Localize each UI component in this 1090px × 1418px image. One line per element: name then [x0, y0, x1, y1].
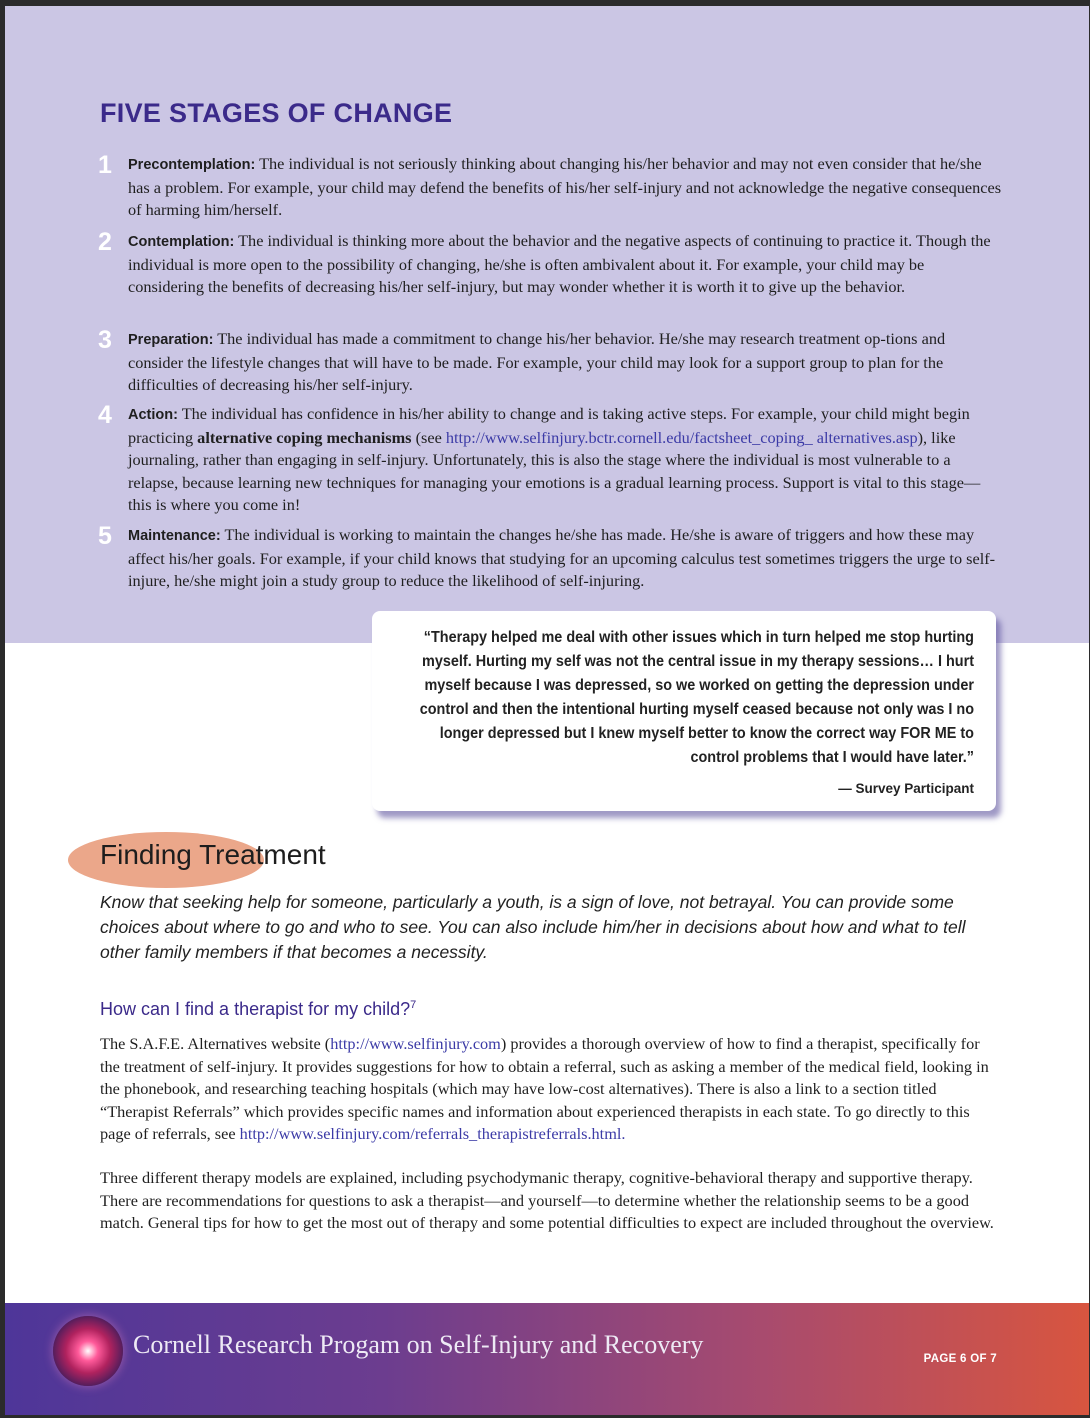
program-logo-icon	[53, 1316, 123, 1386]
document-page	[5, 6, 1089, 1415]
stage-text: The individual is not seriously thinking about changing his/her behavior and may not even consider that he/she has a problem. For example, your child may defend the benefits of his/her self-injury and not acknowledge the negative consequences of harming him/herself.	[128, 154, 1002, 219]
finding-treatment-heading: Finding Treatment	[100, 839, 326, 870]
paragraph-text: ) provides a thorough overview of how to find a therapist, specifically for the treatment of self-injury. It provides suggestions for how to obtain a referral, such as asking a member of the medical field, looking in the phonebook, and researching teaching hospitals (which may have low-cost alternatives). There is also a link to a section titled “Therapist Referrals” which provides specific names and information about experienced therapists in each state. To go directly to this page of referrals, see	[100, 1034, 989, 1143]
quote-attribution: — Survey Participant	[838, 781, 974, 796]
stage-text: The individual is working to maintain the changes he/she has made. He/she is aware of triggers and how these may affect his/her goals. For example, if your child knows that studying for an upcoming calculus test sometimes triggers the urge to self-injure, he/she might join a study group to reduce the likelihood of self-injuring.	[128, 525, 996, 590]
stage-number: 1	[98, 151, 112, 179]
therapist-referrals-link[interactable]: http://www.selfinjury.com/referrals_therapistreferrals.html.	[239, 1124, 626, 1143]
stage-number: 2	[98, 228, 112, 256]
stage-item-maintenance	[98, 522, 1003, 593]
stage-text: ), like journaling, rather than engaging in self-injury. Unfortunately, this is also the stage where the individual is most vulnerable to a relapse, because learning new techniques for managing your emotions is a gradual learning process. Support is vital to this stage—this is where you come in!	[128, 427, 981, 514]
stage-item-preparation	[98, 326, 1003, 397]
stage-number: 5	[98, 522, 112, 550]
stage-text: The individual is thinking more about the behavior and the negative aspects of continuing to practice it. Though the individual is more open to the possibility of changing, he/she is often ambivalent about it. For example, your child may be considering the benefits of decreasing his/her self-injury, but may wonder whether it is worth it to give up the behavior.	[128, 231, 991, 296]
quote-text: “Therapy helped me deal with other issues which in turn helped me stop hurting myself. Hurting my self was not the central issue in my therapy sessions… I hurt myself because I was depressed, so we worked on getting the depression under control and then the intentional hurting myself ceased because not only was I no longer depressed but I knew myself better to know the correct way FOR ME to control problems that I would have later.”	[419, 629, 975, 766]
footnote-marker: 7	[410, 999, 417, 1011]
quote-callout	[372, 611, 996, 811]
coping-factsheet-link[interactable]: http://www.selfinjury.bctr.cornell.edu/factsheet_coping_ alternatives.asp	[445, 427, 918, 447]
selfinjury-website-link[interactable]: http://www.selfinjury.com	[330, 1034, 501, 1053]
stage-item-contemplation	[98, 228, 1003, 299]
paragraph-text: The S.A.F.E. Alternatives website (	[100, 1034, 331, 1053]
stages-heading: FIVE STAGES OF CHANGE	[100, 98, 453, 128]
coping-mechanisms-emphasis: alternative coping mechanisms	[197, 427, 412, 447]
stage-text: (see	[411, 427, 446, 447]
therapist-subheading	[100, 999, 416, 1020]
subheading-text: How can I find a therapist for my child?	[100, 999, 411, 1019]
footer-banner	[5, 1303, 1089, 1415]
stage-number: 4	[98, 401, 112, 429]
page-number: PAGE 6 OF 7	[923, 1353, 997, 1365]
finding-treatment-intro: Know that seeking help for someone, particularly a youth, is a sign of love, not betrayal. You can provide some choices about where to go and who to see. You can also include him/her in decisions about how and what to tell other family members if that becomes a necessity.	[100, 892, 966, 962]
stage-number: 3	[98, 326, 112, 354]
stage-text: The individual has confidence in his/her ability to change and is taking active steps. For example, your child might begin practicing	[128, 404, 970, 447]
stage-term: Maintenance:	[128, 528, 221, 544]
stage-term: Preparation:	[128, 332, 214, 348]
stages-panel	[5, 6, 1089, 643]
footer-program-title: Cornell Research Progam on Self-Injury and Recovery	[133, 1330, 704, 1359]
stage-term: Contemplation:	[128, 234, 235, 250]
stage-item-precontemplation	[98, 151, 1003, 222]
stage-term: Action:	[128, 407, 178, 423]
stage-text: The individual has made a commitment to change his/her behavior. He/she may research treatment op-tions and consider the lifestyle changes that will have to be made. For example, your child may look for a support group to plan for the difficulties of decreasing his/her self-injury.	[128, 329, 946, 394]
therapy-models-paragraph: Three different therapy models are explained, including psychodymanic therapy, cognitive-behavioral therapy and supportive therapy. There are recommendations for questions to ask a therapist—and yourself—to determine whether the relationship seems to be a good match. General tips for how to get the most out of therapy and some potential difficulties to expect are included throughout the overview.	[100, 1168, 994, 1232]
stage-term: Precontemplation:	[128, 157, 256, 173]
stage-item-action	[98, 401, 1003, 517]
safe-alternatives-paragraph	[100, 1033, 1000, 1146]
